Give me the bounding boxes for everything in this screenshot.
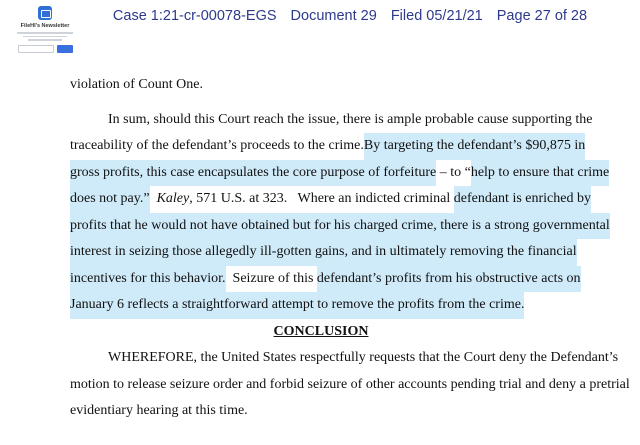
text-line: WHEREFORE, the United States respectfully requests that the Court deny the Defendant’s — [108, 350, 619, 365]
filed-date: Filed 05/21/21 — [390, 8, 483, 24]
conclusion-heading: CONCLUSION — [273, 323, 369, 339]
highlight: interest in seizing those allegedly ill-gotten gains, and in ultimately removing the financial — [70, 239, 577, 266]
highlight: defendant is enriched by — [454, 186, 591, 213]
case-citation: Kaley — [149, 191, 190, 206]
text-line: In sum, should this Court reach the issue, there is ample probable cause supporting the — [108, 111, 593, 127]
text-line — [70, 213, 610, 240]
highlight: defendant’s profits from his obstructive acts on — [317, 266, 581, 293]
document-header — [0, 8, 640, 24]
document-number: Document 29 — [290, 8, 377, 24]
newsletter-subscribe-button[interactable] — [57, 45, 73, 53]
text-line — [70, 292, 572, 319]
newsletter-form — [10, 45, 80, 53]
case-number: Case 1:21-cr-00078-EGS — [112, 8, 277, 24]
text-line: evidentiary hearing at this time. — [70, 403, 248, 418]
text-line: incentives for this behavior. Seizure of this defendant’s profits from his obstructive acts on — [70, 266, 572, 293]
text-line — [70, 239, 577, 266]
document-body — [70, 72, 630, 425]
text-line: motion to release seizure order and forbid seizure of other accounts pending trial and deny a pretrial — [70, 376, 630, 392]
text-line: does not pay.” Kaley , 571 U.S. at 323. Where an indicted criminal defendant is enriched by — [70, 186, 572, 213]
page-number: Page 27 of 28 — [496, 8, 588, 24]
newsletter-title: FileHI's Newsletter — [20, 23, 70, 29]
newsletter-email-input[interactable] — [18, 45, 54, 53]
text-line: traceability of the defendant’s proceeds to the crime. By targeting the defendant’s $90,875 in — [70, 133, 572, 160]
highlight: gross profits, this case encapsulates the core purpose of forfeiture — [70, 160, 436, 187]
highlight: does not pay.” — [70, 186, 150, 213]
highlight: January 6 reflects a straightforward attempt to remove the profits from the crime. — [70, 292, 524, 319]
highlight: By targeting the defendant’s $90,875 in — [364, 133, 585, 160]
text-line: violation of Count One. — [70, 77, 203, 92]
highlight: profits that he would not have obtained but for his charged crime, there is a strong governmental — [70, 213, 610, 240]
highlight: help to ensure that crime — [471, 160, 609, 187]
newsletter-description — [17, 32, 73, 41]
highlight: incentives for this behavior. — [70, 266, 226, 293]
text-line: gross profits, this case encapsulates the core purpose of forfeiture – to “ help to ensure that crime — [70, 160, 572, 187]
